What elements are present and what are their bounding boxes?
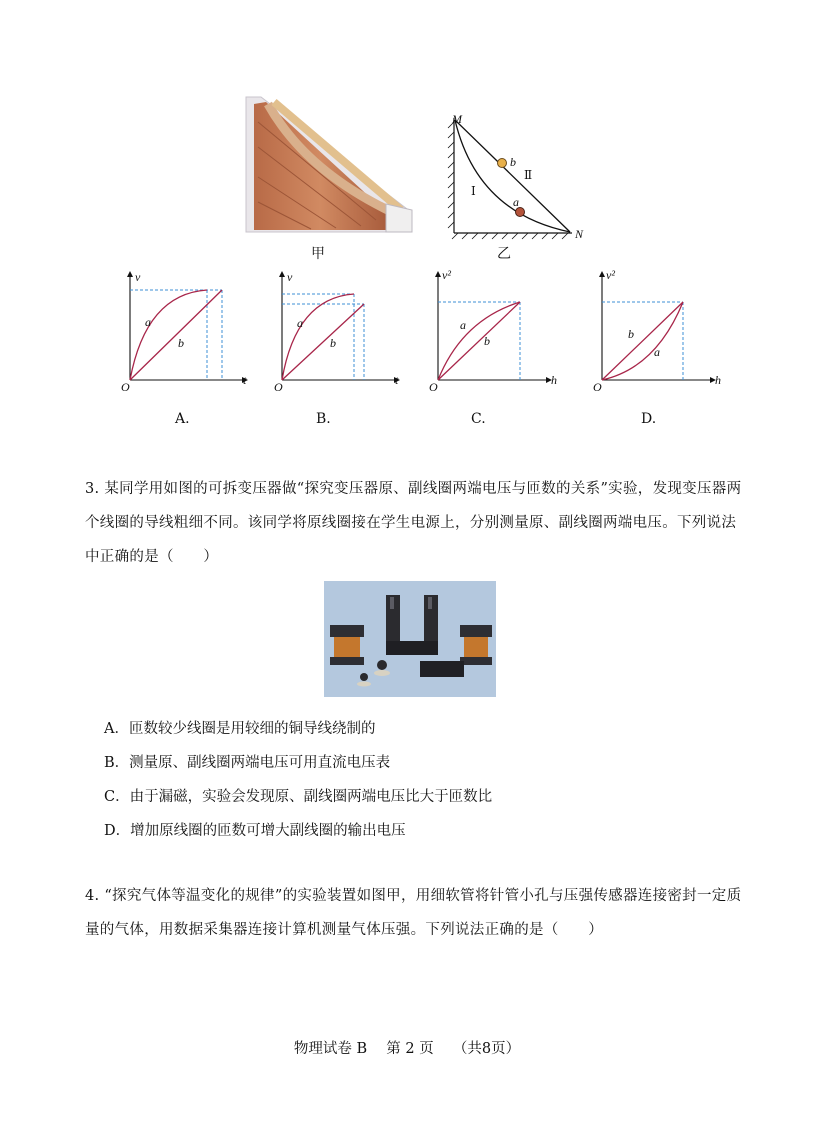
graph-b-curve-b: b <box>330 336 336 350</box>
graph-option-d <box>590 268 730 396</box>
question-3-stem: 3. 某同学用如图的可拆变压器做“探究变压器原、副线圈两端电压与匝数的关系”实验，发现变压器两个线圈的导线粗细不同。该同学将原线圈接在学生电源上，分别测量原、副线圈两端电压。下列说法中正确的是（ ） <box>85 481 742 565</box>
question-3-option-a: A．匝数较少线圈是用较细的铜导线绕制的 <box>104 721 376 737</box>
graph-a-curve-a: a <box>145 315 151 329</box>
figure-jia-caption: 甲 <box>311 246 325 262</box>
label-track-I: Ⅰ <box>471 184 476 198</box>
transformer-photo <box>324 581 496 697</box>
graph-b-option-label: B. <box>316 411 331 427</box>
graph-c-origin: O <box>429 380 438 394</box>
label-N: N <box>575 227 584 241</box>
graph-d-y-label: v² <box>606 268 615 282</box>
graph-d-curve-b: b <box>628 327 634 341</box>
label-M: M <box>452 112 462 126</box>
graph-option-c <box>426 268 566 396</box>
graph-d-curve-a: a <box>654 345 660 359</box>
page-footer: 物理试卷 B 第 2 页 （共8页） <box>293 1041 521 1057</box>
graph-b-curve-a: a <box>297 316 303 330</box>
question-4-stem: 4. “探究气体等温变化的规律”的实验装置如图甲，用细软管将针管小孔与压强传感器连接密封一定质量的气体，用数据采集器连接计算机测量气体压强。下列说法正确的是（ ） <box>85 888 742 938</box>
graph-a-y-label: v <box>135 270 141 284</box>
figure-yi-caption: 乙 <box>497 246 511 262</box>
graph-c-y-label: v² <box>442 268 451 282</box>
graph-b-origin: O <box>274 380 283 394</box>
label-ball-a: a <box>513 195 519 209</box>
graph-a-curve-b: b <box>178 336 184 350</box>
question-3-option-b: B．测量原、副线圈两端电压可用直流电压表 <box>104 755 391 771</box>
label-ball-b: b <box>510 155 516 169</box>
graph-d-x-label: h <box>715 373 721 387</box>
graph-d-origin: O <box>593 380 602 394</box>
label-track-II: Ⅱ <box>524 168 533 182</box>
graph-b-x-label: t <box>395 373 399 387</box>
question-3-option-d: D．增加原线圈的匝数可增大副线圈的输出电压 <box>104 823 406 839</box>
graph-a-x-label: t <box>243 373 247 387</box>
graph-a-option-label: A. <box>175 411 190 427</box>
question-3-option-c: C．由于漏磁，实验会发现原、副线圈两端电压比大于匝数比 <box>104 789 493 805</box>
graph-a-origin: O <box>121 380 130 394</box>
wooden-track-photo <box>236 92 416 237</box>
graph-option-a <box>118 268 258 396</box>
graph-c-x-label: h <box>551 373 557 387</box>
track-diagram <box>442 108 592 243</box>
graph-d-option-label: D. <box>641 411 657 427</box>
graph-c-curve-a: a <box>460 318 466 332</box>
graph-c-option-label: C. <box>471 411 486 427</box>
graph-c-curve-b: b <box>484 334 490 348</box>
graph-option-b <box>270 268 410 396</box>
graph-b-y-label: v <box>287 270 293 284</box>
